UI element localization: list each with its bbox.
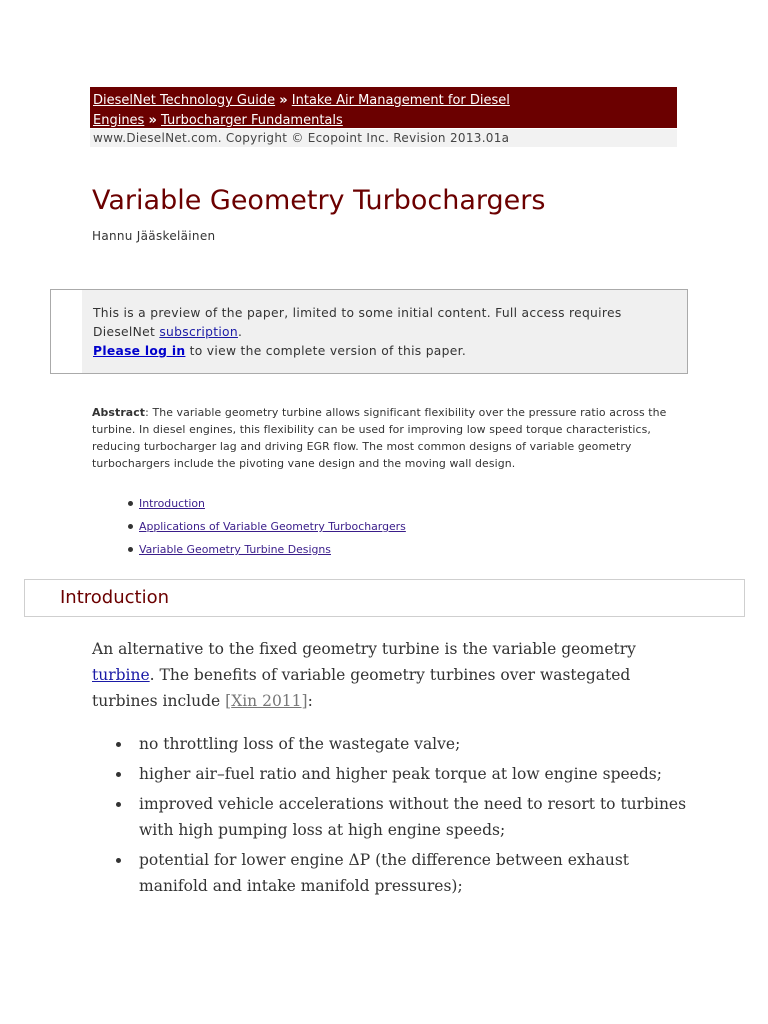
- citation-bracket: [: [225, 692, 232, 710]
- section-header: [24, 579, 745, 617]
- toc-link-designs[interactable]: Variable Geometry Turbine Designs: [139, 543, 331, 556]
- toc-item: [117, 540, 406, 563]
- preview-text: DieselNet: [93, 325, 156, 339]
- preview-notice: [50, 289, 688, 374]
- toc-link-introduction[interactable]: Introduction: [139, 497, 205, 510]
- benefits-list: [92, 731, 692, 903]
- breadcrumb: [90, 87, 677, 128]
- page-title: Variable Geometry Turbochargers: [92, 185, 546, 216]
- breadcrumb-link-turbocharger-fundamentals[interactable]: Turbocharger Fundamentals: [161, 113, 343, 128]
- paragraph-text: :: [307, 692, 313, 710]
- abstract-text: : The variable geometry turbine allows significant flexibility over the pressure ratio across the turbine. In diesel engines, this flexibility can be used for improving low speed torque characteristics, reducing turbocharger lag and driving EGR flow. The most common designs of variable geometry turbochargers include the pivoting vane design and the moving wall design.: [92, 406, 667, 470]
- list-item: higher air–fuel ratio and higher peak torque at low engine speeds;: [92, 761, 692, 787]
- breadcrumb-separator: »: [148, 113, 157, 128]
- list-item: no throttling loss of the wastegate valve;: [92, 731, 692, 757]
- author-name: Hannu Jääskeläinen: [92, 229, 216, 243]
- preview-text: to view the complete version of this paper.: [185, 344, 467, 358]
- breadcrumb-link-intake-air-line2: Engines: [93, 113, 145, 128]
- turbine-link[interactable]: turbine: [92, 666, 150, 684]
- abstract: [92, 404, 672, 472]
- citation-link[interactable]: Xin 2011: [231, 692, 302, 710]
- subscription-link[interactable]: subscription: [159, 325, 238, 339]
- breadcrumb-separator: »: [279, 93, 288, 108]
- breadcrumb-link-technology-guide[interactable]: DieselNet Technology Guide: [93, 93, 276, 108]
- list-item: improved vehicle accelerations without the need to resort to turbines with high pumping loss at high engine speeds;: [92, 791, 692, 843]
- toc-item: [117, 517, 406, 540]
- table-of-contents: [117, 494, 406, 563]
- abstract-label: Abstract: [92, 406, 146, 419]
- breadcrumb-link-intake-air-line1: Intake Air Management for Diesel: [291, 93, 510, 108]
- citation: [225, 692, 307, 710]
- citation-bracket: ]: [301, 692, 308, 710]
- paragraph-text: . The benefits of variable geometry turbines over wastegated turbines include: [92, 666, 631, 710]
- section-title: Introduction: [60, 587, 170, 608]
- intro-paragraph: [92, 636, 692, 714]
- toc-link-applications[interactable]: Applications of Variable Geometry Turbochargers: [139, 520, 406, 533]
- preview-notice-body: [82, 290, 687, 373]
- copyright-line: www.DieselNet.com. Copyright © Ecopoint Inc. Revision 2013.01a: [90, 129, 677, 147]
- list-item: potential for lower engine ΔP (the difference between exhaust manifold and intake manifold pressures);: [92, 847, 692, 899]
- login-link[interactable]: Please log in: [93, 344, 186, 358]
- preview-text: This is a preview of the paper, limited to some initial content. Full access requires: [93, 306, 622, 320]
- toc-item: [117, 494, 406, 517]
- paragraph-text: An alternative to the fixed geometry turbine is the variable geometry: [92, 640, 636, 658]
- preview-text: .: [237, 325, 243, 339]
